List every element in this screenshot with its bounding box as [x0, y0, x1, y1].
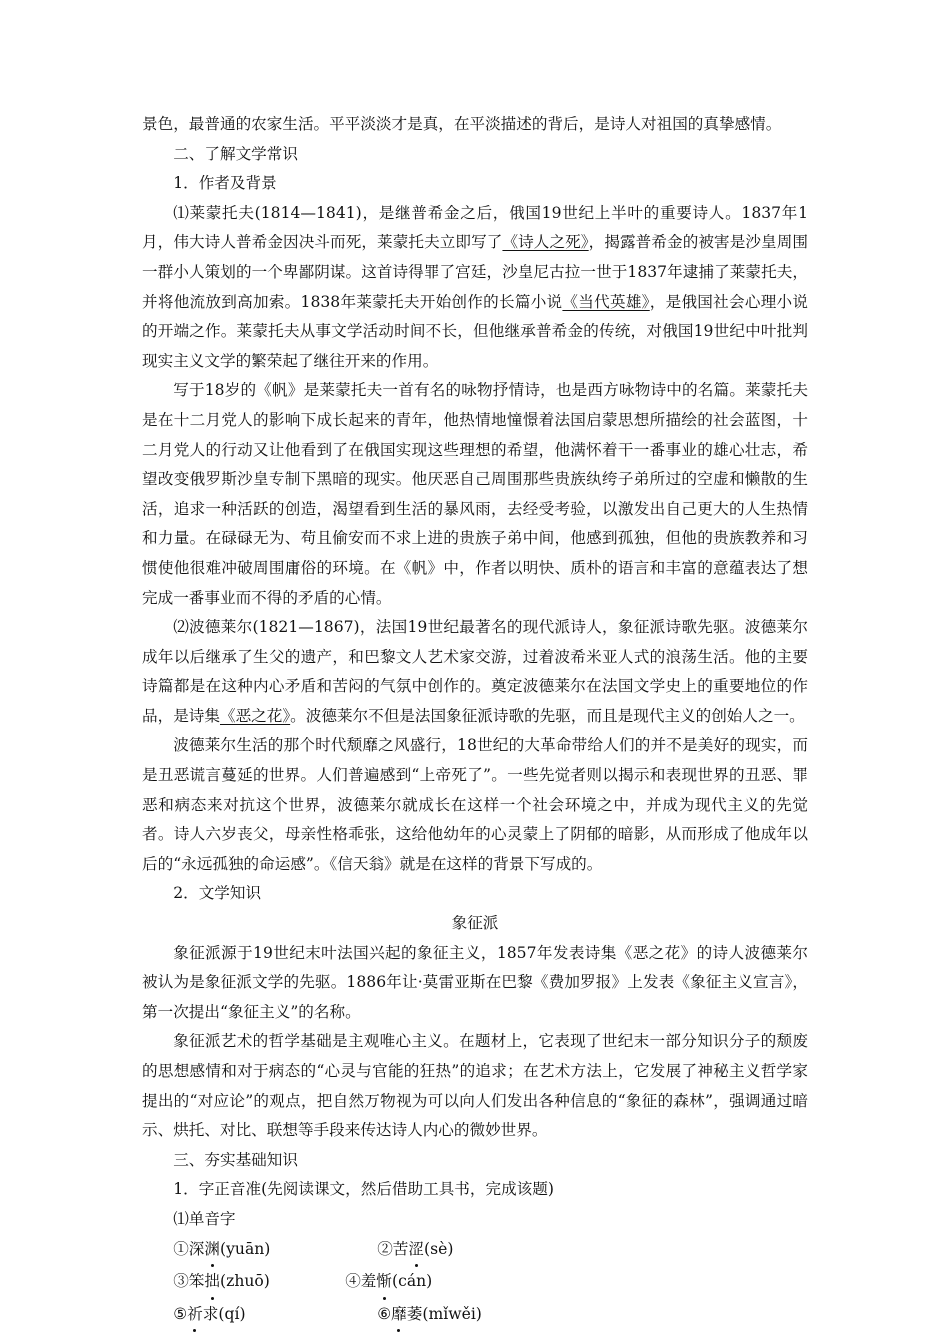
subheading-single-characters: ⑴单音字	[173, 1209, 236, 1228]
paragraph-symbolism-origin: 象征派源于19世纪末叶法国兴起的象征主义，1857年发表诗集《恶之花》的诗人波德莱尔被认为是象征派文学的先驱。1886年让·莫雷亚斯在巴黎《费加罗报》上发表《象征主义宣言》，第一次提出“象征主义”的名称。	[142, 943, 808, 1021]
intro-tail-paragraph: 景色，最普通的农家生活。平平淡淡才是真，在平淡描述的背后，是诗人对祖国的真挚感情。	[142, 115, 782, 133]
item-number: ③	[173, 1272, 189, 1291]
item-number: ②	[377, 1239, 393, 1258]
pinyin: (yuān)	[220, 1239, 271, 1258]
char: 羞	[360, 1272, 377, 1291]
char: 萎	[406, 1304, 423, 1323]
work-title-flowers-of-evil: 《恶之花》	[219, 706, 291, 725]
pinyin: (zhuō)	[220, 1272, 270, 1291]
work-title-hero-of-our-time: 《当代英雄》	[562, 292, 650, 311]
char: 笨	[188, 1272, 205, 1291]
item-number: ④	[345, 1272, 361, 1291]
section-heading-3: 三、夯实基础知识	[173, 1150, 298, 1169]
word-item	[377, 1235, 453, 1265]
text-segment: ⑵波德莱尔(1821—1867)，法国19世纪最著名的现代派诗人，象征派诗歌先驱。波德莱尔成年以后继承了生父的遗产，和巴黎文人艺术家交游，过着波希米亚人式的浪荡生活。他的主要诗篇都是在这种内心矛盾和苦闷的气氛中创作的。奠定波德莱尔在法国文学史上的重要地位的作品，是诗集	[142, 618, 808, 725]
work-title-poet-death: 《诗人之死》	[502, 233, 589, 252]
word-row	[142, 1235, 808, 1265]
pinyin: (mǐwěi)	[422, 1304, 482, 1323]
char: 求	[202, 1304, 219, 1323]
word-item	[345, 1267, 432, 1297]
subheading-pronunciation: 1．字正音准(先阅读课文，然后借助工具书，完成该题)	[173, 1180, 554, 1199]
word-item	[377, 1300, 482, 1330]
paragraph-baudelaire-era: 波德莱尔生活的那个时代颓靡之风盛行，18世纪的大革命带给人们的并不是美好的现实，而是丑恶谎言蔓延的世界。人们普遍感到“上帝死了”。一些先觉者则以揭示和表现世界的丑恶、罪恶和病态来对抗这个世界，波德莱尔就成长在这样一个社会环境之中，并成为现代主义的先觉者。诗人六岁丧父，母亲性格乖张，这给他幼年的心灵蒙上了阴郁的暗影，从而形成了他成年以后的“永远孤独的命运感”。《信天翁》就是在这样的背景下写成的。	[142, 736, 808, 873]
pinyin: (qí)	[218, 1304, 246, 1323]
dotted-char: 靡	[391, 1300, 407, 1330]
word-item	[173, 1235, 377, 1265]
dotted-char: 惭	[376, 1267, 392, 1297]
word-row	[142, 1267, 808, 1297]
dotted-char: 渊	[204, 1235, 220, 1265]
char: 苦	[392, 1239, 409, 1258]
item-number: ⑥	[377, 1304, 392, 1323]
text-segment: ，揭露普希金的被害是沙皇周围一群小人策划的一个卑鄙阴谋。这首诗得罪了宫廷，沙皇尼古拉一世于1837年逮捕了莱蒙托夫，并将他流放到高加索。1838年莱蒙托夫开始创作的长篇小说	[142, 233, 808, 311]
document-page	[142, 110, 808, 1329]
centered-title-symbolism: 象征派	[451, 914, 499, 933]
text-segment: ，是俄国社会心理小说的开端之作。莱蒙托夫从事文学活动时间不长，但他继承普希金的传统，对俄国19世纪中叶批判现实主义文学的繁荣起了继往开来的作用。	[142, 292, 808, 370]
paragraph-sail: 写于18岁的《帆》是莱蒙托夫一首有名的咏物抒情诗，也是西方咏物诗中的名篇。莱蒙托夫是在十二月党人的影响下成长起来的青年，他热情地憧憬着法国启蒙思想所描绘的社会蓝图，十二月党人的行动又让他看到了在俄国实现这些理想的希望，他满怀着干一番事业的雄心壮志，希望改变俄罗斯沙皇专制下黑暗的现实。他厌恶自己周围那些贵族纨绔子弟所过的空虚和懒散的生活，追求一种活跃的创造，渴望看到生活的暴风雨，去经受考验，以激发出自己更大的人生热情和力量。在碌碌无为、苟且偷安而不求上进的贵族子弟中间，他感到孤独，但他的贵族教养和习惯使他很难冲破周围庸俗的环境。在《帆》中，作者以明快、质朴的语言和丰富的意蕴表达了想完成一番事业而不得的矛盾的心情。	[142, 381, 808, 607]
dotted-char: 祈	[187, 1300, 203, 1330]
text-segment: ⑴莱蒙托夫(1814—1841)，是继普希金之后，俄国19世纪上半叶的重要诗人。1837年1月，伟大诗人普希金因决斗而死，莱蒙托夫立即写了	[142, 203, 808, 252]
item-number: ⑤	[173, 1304, 188, 1323]
pinyin: (cán)	[392, 1272, 433, 1291]
subheading-literary-knowledge: 2．文学知识	[173, 884, 262, 903]
word-item	[173, 1267, 345, 1297]
item-number: ①	[173, 1239, 189, 1258]
paragraph-lermontov	[142, 199, 808, 377]
section-heading-2: 二、了解文学常识	[173, 144, 298, 163]
pinyin: (sè)	[424, 1239, 454, 1258]
dotted-char: 拙	[204, 1267, 220, 1297]
word-item	[173, 1300, 377, 1330]
word-row	[142, 1300, 808, 1330]
char: 深	[188, 1239, 205, 1258]
dotted-char: 涩	[408, 1235, 424, 1265]
subheading-author-background: 1．作者及背景	[173, 174, 277, 193]
text-segment: 。波德莱尔不但是法国象征派诗歌的先驱，而且是现代主义的创始人之一。	[290, 706, 805, 725]
paragraph-symbolism-philosophy: 象征派艺术的哲学基础是主观唯心主义。在题材上，它表现了世纪末一部分知识分子的颓废的思想感情和对于病态的“心灵与官能的狂热”的追求；在艺术方法上，它发展了神秘主义哲学家提出的“对应论”的观点，把自然万物视为可以向人们发出各种信息的“象征的森林”，强调通过暗示、烘托、对比、联想等手段来传达诗人内心的微妙世界。	[142, 1032, 808, 1140]
paragraph-baudelaire	[142, 613, 808, 731]
